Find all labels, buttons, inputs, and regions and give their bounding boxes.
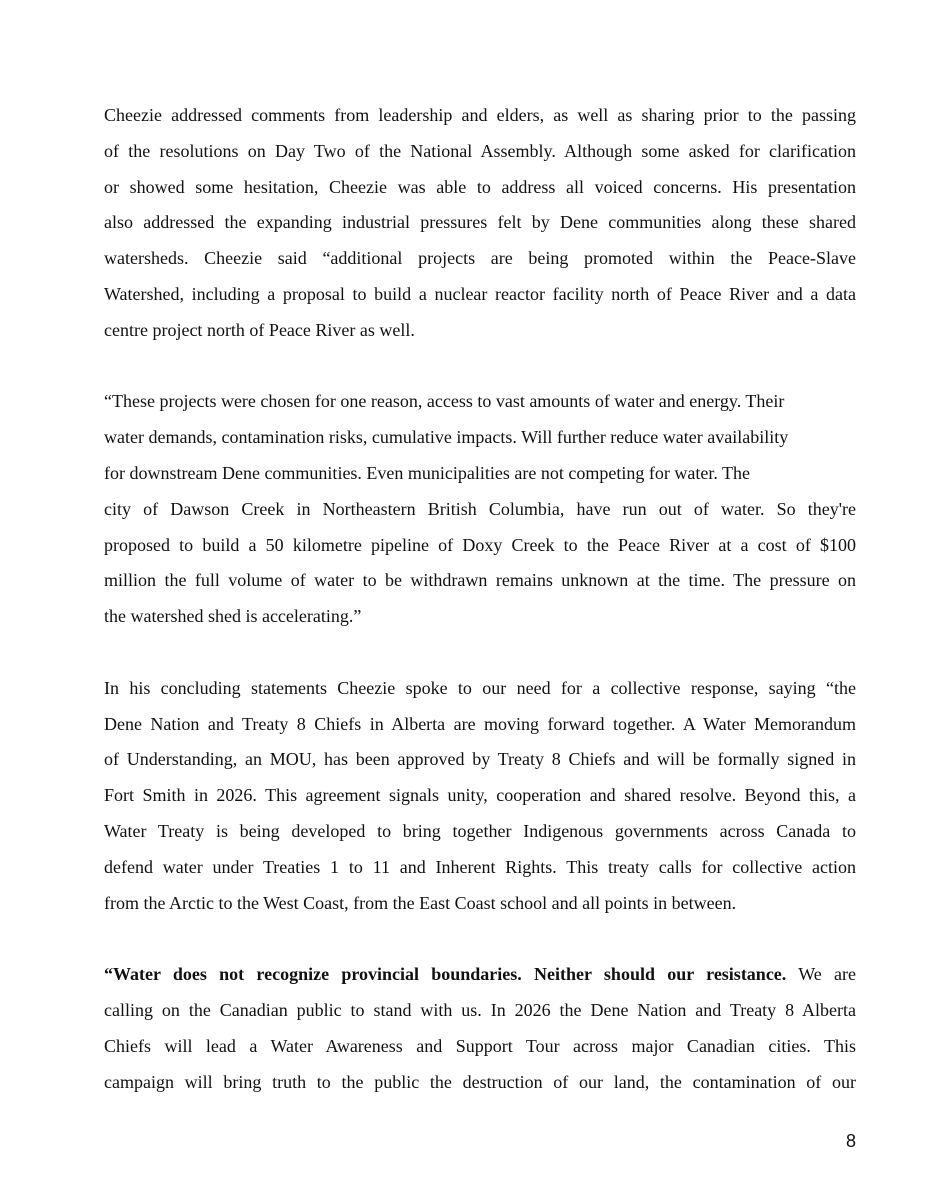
paragraph-line: city of Dawson Creek in Northeastern British Columbia, have run out of water. So they're: [104, 498, 856, 519]
paragraph-line: Watershed, including a proposal to build a nuclear reactor facility north of Peace River and a data: [104, 283, 856, 304]
paragraph-line: million the full volume of water to be withdrawn remains unknown at the time. The pressure on: [104, 570, 856, 591]
paragraph-line: watersheds. Cheezie said “additional projects are being promoted within the Peace-Slave: [104, 248, 856, 269]
paragraph-line: from the Arctic to the West Coast, from the East Coast school and all points in between.: [104, 892, 737, 913]
paragraph-line: Fort Smith in 2026. This agreement signals unity, cooperation and shared resolve. Beyond this, a: [104, 785, 856, 806]
paragraph-line: [104, 957, 856, 993]
paragraph-line: of Understanding, an MOU, has been approved by Treaty 8 Chiefs and will be formally signed in: [104, 749, 856, 770]
paragraph-3: [104, 671, 856, 922]
paragraph-line: campaign will bring truth to the public the destruction of our land, the contamination of our: [104, 1071, 856, 1092]
paragraph-1: [104, 98, 856, 349]
paragraph-line: Water Treaty is being developed to bring together Indigenous governments across Canada to: [104, 820, 856, 841]
paragraph-line: “These projects were chosen for one reason, access to vast amounts of water and energy. Their: [104, 391, 785, 412]
paragraph-line: also addressed the expanding industrial pressures felt by Dene communities along these shared: [104, 212, 856, 233]
paragraph-line: of the resolutions on Day Two of the National Assembly. Although some asked for clarification: [104, 140, 856, 161]
page-number: 8: [845, 1131, 856, 1151]
document-body: [104, 98, 856, 1136]
paragraph-line: Dene Nation and Treaty 8 Chiefs in Alberta are moving forward together. A Water Memorandum: [104, 713, 856, 734]
paragraph-line: defend water under Treaties 1 to 11 and Inherent Rights. This treaty calls for collective action: [104, 856, 856, 877]
lead-continuation: We are: [786, 964, 857, 985]
paragraph-line: Cheezie addressed comments from leadership and elders, as well as sharing prior to the passing: [104, 105, 856, 125]
paragraph-line: water demands, contamination risks, cumulative impacts. Will further reduce water availability: [104, 427, 789, 448]
paragraph-line: Chiefs will lead a Water Awareness and Support Tour across major Canadian cities. This: [104, 1035, 856, 1056]
paragraph-line: calling on the Canadian public to stand with us. In 2026 the Dene Nation and Treaty 8 Alberta: [104, 999, 856, 1020]
bold-lead-statement: “Water does not recognize provincial boundaries. Neither should our resistance.: [104, 964, 787, 985]
paragraph-line: for downstream Dene communities. Even municipalities are not competing for water. The: [104, 462, 750, 483]
paragraph-line: proposed to build a 50 kilometre pipeline of Doxy Creek to the Peace River at a cost of $100: [104, 534, 856, 555]
paragraph-line: centre project north of Peace River as well.: [104, 319, 415, 340]
paragraph-2: [104, 384, 856, 635]
paragraph-line: the watershed shed is accelerating.”: [104, 606, 362, 627]
paragraph-4: [104, 957, 856, 1100]
paragraph-line: In his concluding statements Cheezie spoke to our need for a collective response, saying “the: [104, 677, 856, 698]
paragraph-line: or showed some hesitation, Cheezie was able to address all voiced concerns. His presentation: [104, 176, 856, 197]
